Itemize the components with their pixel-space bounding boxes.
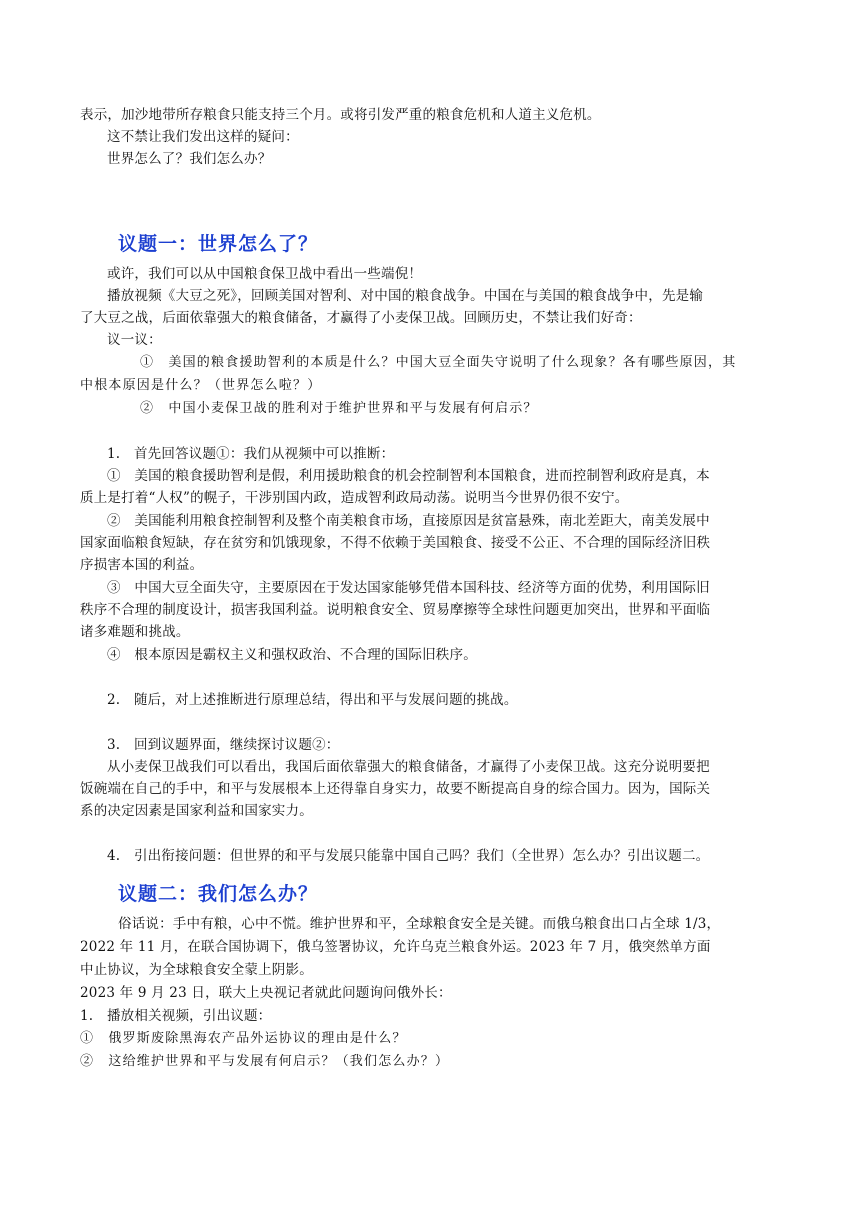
answer-2-line-2: 国家面临粮食短缺，存在贫穷和饥饿现象，不得不依赖于美国粮食、接受不公正、不合理的国际经济旧秩 <box>80 535 711 551</box>
answer-3-line-2: 秩序不合理的制度设计，损害我国利益。说明粮食安全、贸易摩擦等全球性问题更加突出，世界和平面临 <box>80 602 711 618</box>
topic-two-question-2: ② 这给维护世界和平与发展有何启示？（我们怎么办？） <box>80 1054 450 1069</box>
intro-line-3: 世界怎么了？我们怎么办？ <box>107 151 272 167</box>
step-3-paragraph-line-1: 从小麦保卫战我们可以看出，我国后面依靠强大的粮食储备，才赢得了小麦保卫战。这充分说明要把 <box>107 759 710 775</box>
answer-1-line-2: 质上是打着“人权”的幌子，干涉别国内政，造成智利政局动荡。说明当今世界仍很不安宁。 <box>80 490 629 506</box>
video-paragraph-line-2: 了大豆之战，后面依靠强大的粮食储备，才赢得了小麦保卫战。回顾历史，不禁让我们好奇： <box>80 310 642 326</box>
step-3-paragraph-line-3: 系的决定因素是国家利益和国家实力。 <box>80 803 313 819</box>
intro-line-1: 表示，加沙地带所存粮食只能支持三个月。或将引发严重的粮食危机和人道主义危机。 <box>80 107 601 123</box>
step-3-paragraph-line-2: 饭碗端在自己的手中，和平与发展根本上还得靠自身实力，故要不断提高自身的综合国力。因为，国际关 <box>80 781 711 797</box>
topic-two-heading: 议题二：我们怎么办？ <box>118 883 319 905</box>
step-1: 1. 首先回答议题①：我们从视频中可以推断： <box>107 446 395 462</box>
question-1-line-2: 中根本原因是什么？（世界怎么啦？） <box>80 378 322 393</box>
topic-two-question-1: ① 俄罗斯废除黑海农产品外运协议的理由是什么？ <box>80 1031 407 1046</box>
step-3: 3. 回到议题界面，继续探讨议题②： <box>107 737 340 753</box>
intro-line-2: 这不禁让我们发出这样的疑问： <box>107 129 299 145</box>
answer-3-line-3: 诸多难题和挑战。 <box>80 624 190 640</box>
topic-two-step-1: 1. 播放相关视频，引出议题： <box>80 1008 272 1024</box>
answer-3-line-1: ③ 中国大豆全面失守，主要原因在于发达国家能够凭借本国科技、经济等方面的优势，利用国际旧 <box>107 580 710 596</box>
question-2: ② 中国小麦保卫战的胜利对于维护世界和平与发展有何启示？ <box>140 401 538 416</box>
topic-two-paragraph-line-1: 俗话说：手中有粮，心中不慌。维护世界和平，全球粮食安全是关键。而俄乌粮食出口占全球 1/3， <box>118 916 721 932</box>
topic-one-heading: 议题一：世界怎么了？ <box>118 233 319 255</box>
discuss-label: 议一议： <box>107 332 162 348</box>
answer-2-line-1: ② 美国能利用粮食控制智利及整个南美粮食市场，直接原因是贫富悬殊，南北差距大，南美发展中 <box>107 513 710 529</box>
answer-1-line-1: ① 美国的粮食援助智利是假，利用援助粮食的机会控制智利本国粮食，进而控制智利政府是真，本 <box>107 468 710 484</box>
question-1-line-1: ① 美国的粮食援助智利的本质是什么？中国大豆全面失守说明了什么现象？各有哪些原因，其 <box>140 355 737 370</box>
topic-two-paragraph-line-3: 中止协议，为全球粮食安全蒙上阴影。 <box>80 962 313 978</box>
topic-one-intro: 或许，我们可以从中国粮食保卫战中看出一些端倪！ <box>107 266 423 282</box>
step-2: 2. 随后，对上述推断进行原理总结，得出和平与发展问题的挑战。 <box>107 692 518 708</box>
step-4: 4. 引出衔接问题：但世界的和平与发展只能靠中国自己吗？我们（全世界）怎么办？引出议题二。 <box>107 848 710 864</box>
answer-2-line-3: 序损害本国的利益。 <box>80 557 204 573</box>
video-paragraph-line-1: 播放视频《大豆之死》，回顾美国对智利、对中国的粮食战争。中国在与美国的粮食战争中，先是输 <box>107 288 704 304</box>
topic-two-date-line: 2023 年 9 月 23 日，联大上央视记者就此问题询问俄外长： <box>80 985 452 1001</box>
answer-4: ④ 根本原因是霸权主义和强权政治、不合理的国际旧秩序。 <box>107 647 477 663</box>
topic-two-paragraph-line-2: 2022 年 11 月，在联合国协调下，俄乌签署协议，允许乌克兰粮食外运。2023 年 7 月，俄突然单方面 <box>80 939 711 955</box>
